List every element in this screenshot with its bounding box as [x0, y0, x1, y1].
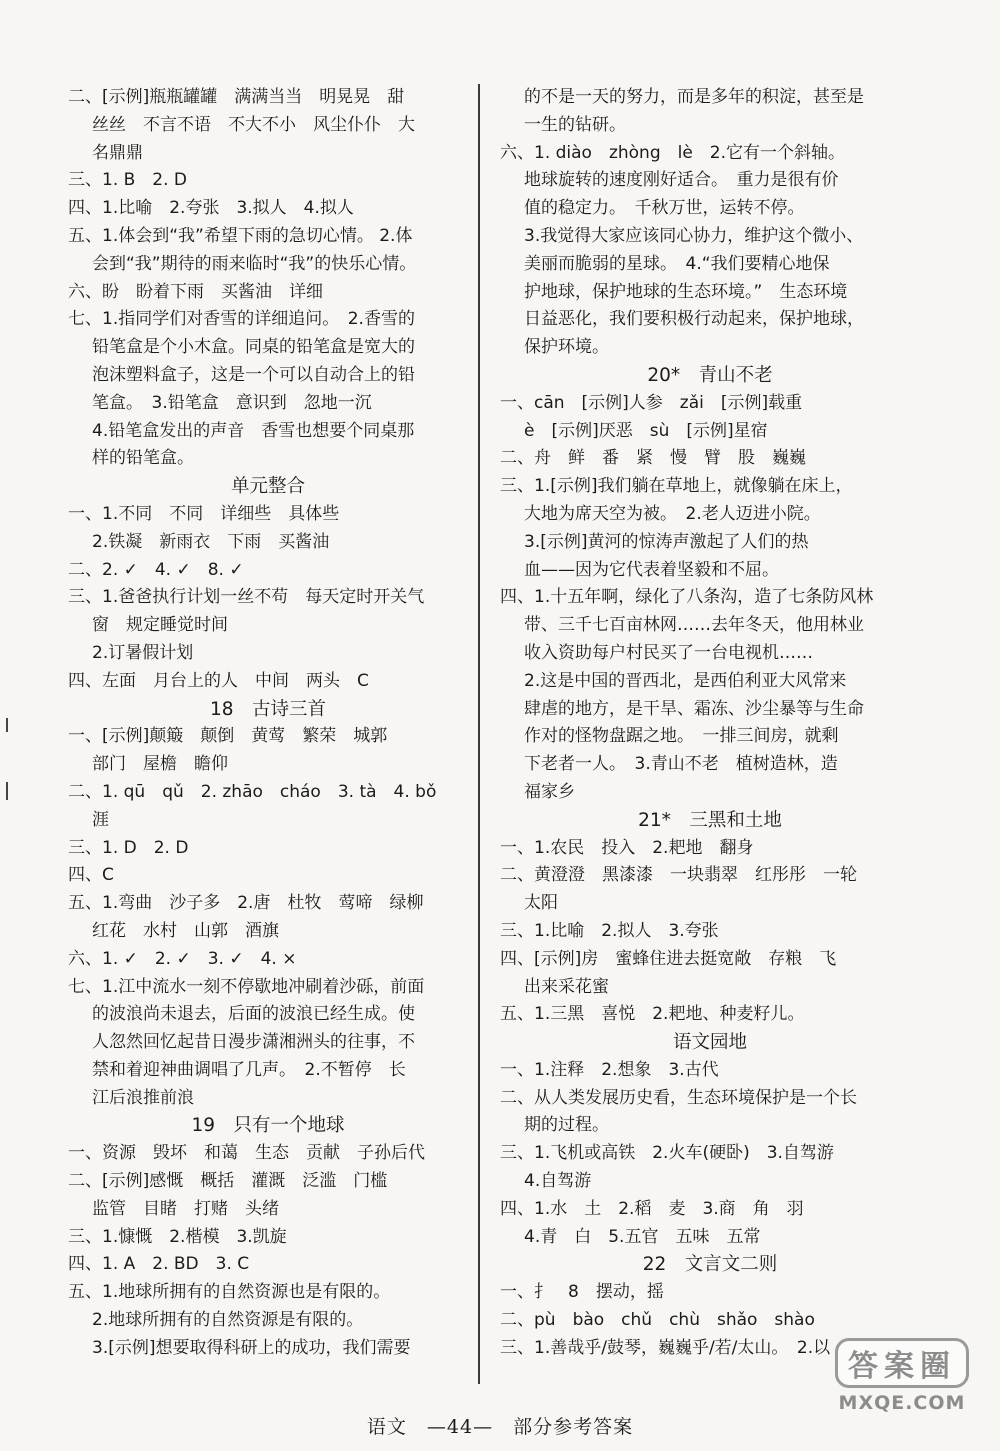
- answer-line: 笔盒。 3.铅笔盒 意识到 忽地一沉: [92, 392, 372, 413]
- answer-line: è [示例]厌恶 sù [示例]星宿: [524, 420, 768, 441]
- answer-line: 五、1.体会到“我”希望下雨的急切心情。 2.体: [68, 225, 413, 246]
- answer-line: 部门 屋檐 瞻仰: [92, 754, 228, 775]
- answer-line: 带、三千七百亩林网……去年冬天，他用林业: [524, 615, 864, 636]
- answer-line: 作对的怪物盘踞之地。 一排三间房，就剩: [524, 726, 839, 747]
- answer-line: 下老者一人。 3.青山不老 植树造林，造: [524, 754, 838, 775]
- section-heading: 18 古诗三首: [209, 698, 327, 720]
- answer-line: 福家乡: [524, 781, 575, 802]
- answer-line: 期的过程。: [524, 1115, 609, 1136]
- answer-line: 一、cān [示例]人参 zǎi [示例]载重: [500, 392, 803, 413]
- answer-line: 美丽而脆弱的星球。 4.“我们要精心地保: [524, 253, 830, 274]
- answer-line: 一、1.农民 投入 2.耙地 翻身: [500, 837, 754, 858]
- right-column: [500, 84, 920, 1363]
- answer-line: 4.铅笔盒发出的声音 香雪也想要个同桌那: [92, 420, 415, 441]
- answer-line: 太阳: [524, 893, 558, 914]
- answer-line: 六、1. ✓ 2. ✓ 3. ✓ 4. ×: [68, 948, 297, 969]
- answer-line: 七、1.指同学们对香雪的详细追问。 2.香雪的: [68, 309, 415, 330]
- answer-line: 四、1.水 土 2.稻 麦 3.商 角 羽: [500, 1198, 804, 1219]
- answer-line: 六、1. diào zhòng lè 2.它有一个斜轴。: [500, 142, 846, 163]
- section-heading: 20* 青山不老: [647, 364, 773, 386]
- answer-line: 3.[示例]想要取得科研上的成功，我们需要: [92, 1337, 411, 1358]
- section-heading: 22 文言文二则: [642, 1254, 778, 1276]
- answer-line: 三、1. D 2. D: [68, 837, 189, 858]
- answer-line: 丝丝 不言不语 不大不小 风尘仆仆 大: [92, 114, 415, 135]
- answer-line: 监管 目睹 打赌 头绪: [92, 1198, 279, 1219]
- answer-line: 二、[示例]感慨 概括 灌溉 泛滥 门槛: [68, 1171, 388, 1192]
- answer-line: 五、1.弯曲 沙子多 2.唐 杜牧 莺啼 绿柳: [68, 893, 424, 914]
- answer-line: 二、2. ✓ 4. ✓ 8. ✓: [68, 559, 244, 580]
- answer-line: 2.地球所拥有的自然资源是有限的。: [92, 1310, 364, 1331]
- answer-line: 会到“我”期待的雨来临时“我”的快乐心情。: [92, 253, 417, 274]
- answer-line: 涯: [92, 809, 109, 830]
- answer-line: 肆虐的地方，是干旱、霜冻、沙尘暴等与生命: [524, 698, 864, 719]
- section-heading: 19 只有一个地球: [191, 1115, 345, 1137]
- answer-line: 二、pù bào chǔ chù shǎo shào: [500, 1310, 815, 1331]
- answer-line: 2.铁凝 新雨衣 下雨 买酱油: [92, 531, 330, 552]
- answer-line: 一、扌 8 摆动，摇: [500, 1282, 664, 1303]
- answer-line: 一、1.不同 不同 详细些 具体些: [68, 503, 340, 524]
- section-heading: 21* 三黑和土地: [638, 809, 782, 831]
- answer-line: 铅笔盒是个小木盒。同桌的铅笔盒是宽大的: [92, 337, 415, 358]
- answer-line: 名鼎鼎: [92, 142, 143, 163]
- section-heading: 单元整合: [230, 476, 305, 498]
- answer-line: 值的稳定力。 千秋万世，运转不停。: [524, 198, 805, 219]
- answer-line: 二、黄澄澄 黑漆漆 一块翡翠 红彤彤 一轮: [500, 865, 857, 886]
- left-column: [68, 84, 468, 1363]
- answer-line: 的不是一天的努力，而是多年的积淀，甚至是: [524, 87, 864, 107]
- answer-line: 三、1.[示例]我们躺在草地上，就像躺在床上，: [500, 476, 853, 497]
- answer-line: 七、1.江中流水一刻不停歇地冲刷着沙砾，前面: [68, 976, 425, 997]
- section-heading: 语文园地: [672, 1032, 747, 1054]
- edge-scan-mark: [6, 782, 8, 800]
- answer-line: 三、1. B 2. D: [68, 170, 187, 191]
- page-footer: 语文 —44— 部分参考答案: [366, 1416, 634, 1438]
- answer-line: 2.这是中国的晋西北，是西伯利亚大风常来: [524, 670, 847, 691]
- answer-line: 一、[示例]颠簸 颠倒 黄莺 繁荣 城郭: [68, 726, 388, 747]
- answer-line: 出来采花蜜: [524, 976, 609, 997]
- answer-line: 禁和着迎神曲调唱了几声。 2.不暂停 长: [92, 1059, 406, 1080]
- answer-line: 保护环境。: [524, 337, 609, 358]
- answer-line: 窗 规定睡觉时间: [92, 615, 228, 636]
- watermark-logo: [822, 1338, 982, 1438]
- answer-line: 3.[示例]黄河的惊涛声激起了人们的热: [524, 531, 809, 552]
- answer-line: 五、1.地球所拥有的自然资源也是有限的。: [68, 1282, 391, 1303]
- column-divider: [478, 84, 480, 1384]
- answer-line: 4.自驾游: [524, 1171, 592, 1192]
- answer-line: 样的铅笔盒。: [92, 448, 194, 469]
- answer-line: 二、[示例]瓶瓶罐罐 满满当当 明晃晃 甜: [68, 87, 405, 107]
- watermark-url: MXQE.COM: [838, 1392, 966, 1414]
- answer-line: 护地球，保护地球的生态环境。” 生态环境: [524, 281, 848, 302]
- answer-line: 一、资源 毁坏 和蔼 生态 贡献 子孙后代: [68, 1143, 425, 1164]
- answer-line: 四、[示例]房 蜜蜂住进去挺宽敞 存粮 飞: [500, 948, 837, 969]
- answer-line: 五、1.三黑 喜悦 2.耙地、种麦籽儿。: [500, 1004, 805, 1025]
- answer-line: 四、1. A 2. BD 3. C: [68, 1254, 250, 1275]
- answer-line: 收入资助每户村民买了一台电视机……: [524, 642, 813, 663]
- answer-line: 4.青 白 5.五官 五味 五常: [524, 1226, 761, 1247]
- answer-line: 二、舟 鲜 番 紧 慢 臂 股 巍巍: [500, 448, 806, 469]
- answer-line: 大地为席天空为被。 2.老人迈进小院。: [524, 503, 821, 524]
- answer-line: 三、1.爸爸执行计划一丝不苟 每天定时开关气: [68, 587, 425, 608]
- answer-line: 日益恶化，我们要积极行动起来，保护地球，: [524, 309, 864, 330]
- answer-line: 的波浪尚未退去，后面的波浪已经生成。使: [92, 1004, 415, 1025]
- answer-line: 2.订暑假计划: [92, 642, 194, 663]
- answer-line: 一生的钻研。: [524, 114, 626, 135]
- answer-line: 三、1.慷慨 2.楷模 3.凯旋: [68, 1226, 287, 1247]
- answer-line: 红花 水村 山郭 酒旗: [92, 920, 279, 941]
- answer-line: 三、1.善哉乎/鼓琴，巍巍乎/若/太山。 2.以: [500, 1337, 831, 1358]
- edge-scan-mark: [6, 718, 8, 732]
- answer-line: 三、1.飞机或高铁 2.火车(硬卧) 3.自驾游: [500, 1143, 834, 1164]
- answer-line: 三、1.比喻 2.拟人 3.夸张: [500, 920, 719, 941]
- answer-line: 四、1.十五年啊，绿化了八条沟，造了七条防风林: [500, 587, 874, 608]
- answer-line: 泡沫塑料盒子，这是一个可以自动合上的铅: [92, 364, 415, 385]
- answer-line: 四、左面 月台上的人 中间 两头 C: [68, 670, 369, 691]
- answer-line: 人忽然回忆起昔日漫步潇湘洲头的往事，不: [92, 1032, 415, 1053]
- answer-line: 血——因为它代表着坚毅和不屈。: [524, 559, 779, 580]
- answer-line: 3.我觉得大家应该同心协力，维护这个微小、: [524, 225, 864, 246]
- answer-line: 四、1.比喻 2.夸张 3.拟人 4.拟人: [68, 198, 354, 219]
- answer-line: 江后浪推前浪: [92, 1087, 194, 1108]
- answer-line: 六、盼 盼着下雨 买酱油 详细: [68, 281, 323, 302]
- answer-line: 四、C: [68, 865, 114, 886]
- watermark-badge: 答案圈: [835, 1338, 969, 1388]
- answer-line: 一、1.注释 2.想象 3.古代: [500, 1059, 719, 1080]
- answer-line: 二、从人类发展历史看，生态环境保护是一个长: [500, 1087, 857, 1108]
- answer-line: 地球旋转的速度刚好适合。 重力是很有价: [524, 170, 839, 191]
- answer-line: 二、1. qū qǔ 2. zhāo cháo 3. tà 4. bǒ: [68, 781, 437, 802]
